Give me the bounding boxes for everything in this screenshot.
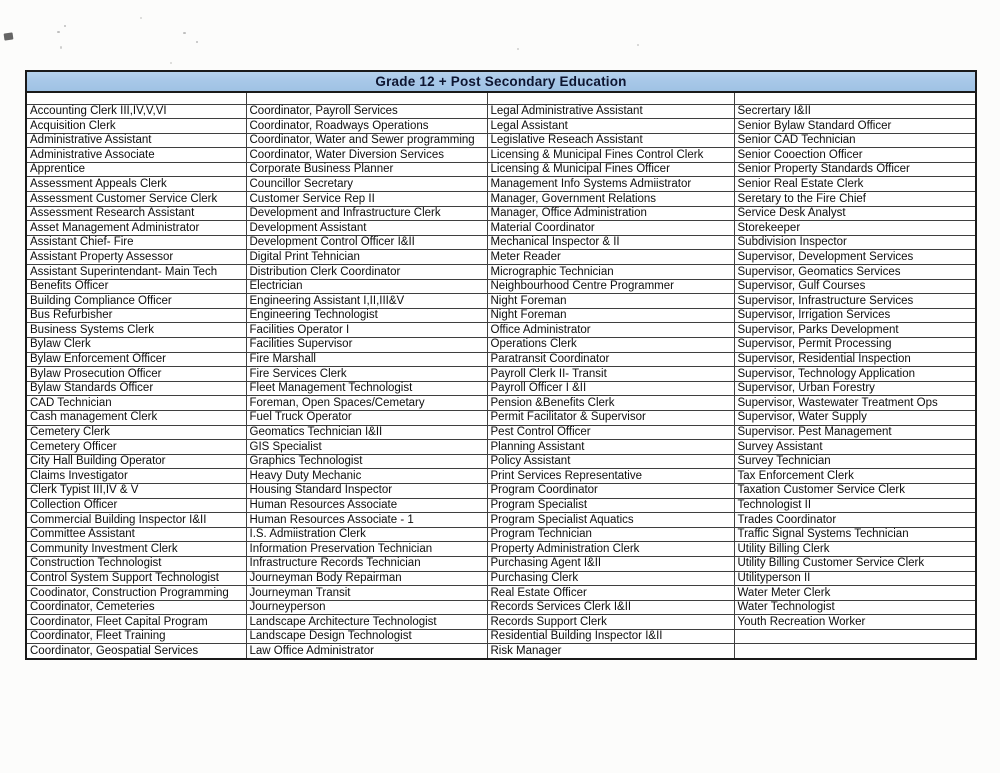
job-cell: Bus Refurbisher [26,308,246,323]
job-cell: Tax Enforcement Clerk [734,469,976,484]
job-cell: Licensing & Municipal Fines Control Clerk [487,148,734,163]
job-cell: Water Meter Clerk [734,586,976,601]
job-cell: Customer Service Rep II [246,192,487,207]
table-row [26,352,976,367]
job-cell: Journeyman Body Repairman [246,571,487,586]
scan-speck [517,48,519,50]
spacer-cell [26,92,246,104]
table-row [26,338,976,353]
table-row [26,571,976,586]
table-row [26,294,976,309]
table-row [26,556,976,571]
job-cell [734,629,976,644]
table-row [26,308,976,323]
job-cell: Meter Reader [487,250,734,265]
job-cell: Utilityperson II [734,571,976,586]
job-cell: Survey Assistant [734,440,976,455]
job-cell: Infrastructure Records Technician [246,556,487,571]
job-cell: Assessment Research Assistant [26,206,246,221]
job-cell: Water Technologist [734,600,976,615]
job-cell: Bylaw Prosecution Officer [26,367,246,382]
table-row [26,221,976,236]
job-cell: Supervisor. Pest Management [734,425,976,440]
job-cell: Supervisor, Infrastructure Services [734,294,976,309]
table-row [26,454,976,469]
table-header-row [26,71,976,92]
job-cell: Coordinator, Water Diversion Services [246,148,487,163]
spacer-cell [246,92,487,104]
scan-speck [637,44,639,46]
table-row [26,629,976,644]
job-cell: Administrative Assistant [26,133,246,148]
job-cell: Licensing & Municipal Fines Officer [487,162,734,177]
table-row [26,644,976,659]
scan-speck [64,25,66,27]
job-cell: Assistant Chief- Fire [26,235,246,250]
scan-speck [140,17,142,19]
job-cell: Coordinator, Roadways Operations [246,119,487,134]
job-cell: Bylaw Standards Officer [26,381,246,396]
job-cell: Cash management Clerk [26,410,246,425]
table-row [26,381,976,396]
job-cell: Engineering Technologist [246,308,487,323]
scan-speck [196,41,198,43]
job-cell: Supervisor, Development Services [734,250,976,265]
spacer-row [26,92,976,104]
job-cell: Supervisor, Water Supply [734,410,976,425]
job-cell: Policy Assistant [487,454,734,469]
job-cell: Landscape Design Technologist [246,629,487,644]
job-cell: Development Assistant [246,221,487,236]
job-cell: Program Technician [487,527,734,542]
table-row [26,162,976,177]
job-cell: Utility Billing Clerk [734,542,976,557]
job-cell: Records Services Clerk I&II [487,600,734,615]
job-cell: Legal Administrative Assistant [487,104,734,119]
job-cell: Acquisition Clerk [26,119,246,134]
table-row [26,250,976,265]
job-cell: Coordinator, Payroll Services [246,104,487,119]
job-cell: Heavy Duty Mechanic [246,469,487,484]
job-cell: Collection Officer [26,498,246,513]
job-cell: Commercial Building Inspector I&II [26,513,246,528]
table-row [26,615,976,630]
job-cell: Purchasing Agent I&II [487,556,734,571]
job-cell: Micrographic Technician [487,265,734,280]
job-cell: Facilities Operator I [246,323,487,338]
job-cell: Planning Assistant [487,440,734,455]
job-cell: Utility Billing Customer Service Clerk [734,556,976,571]
table-row [26,104,976,119]
job-cell: Payroll Clerk II- Transit [487,367,734,382]
job-cell: Program Coordinator [487,483,734,498]
table-row [26,498,976,513]
job-cell: Taxation Customer Service Clerk [734,483,976,498]
job-cell: Technologist II [734,498,976,513]
job-cell: Program Specialist [487,498,734,513]
spacer-cell [734,92,976,104]
job-cell: Youth Recreation Worker [734,615,976,630]
job-cell: Supervisor, Residential Inspection [734,352,976,367]
table-row [26,425,976,440]
job-table-body [26,92,976,659]
job-cell: Supervisor, Technology Application [734,367,976,382]
scan-speck [57,31,60,33]
table-row [26,133,976,148]
job-cell: CAD Technician [26,396,246,411]
job-cell: Distribution Clerk Coordinator [246,265,487,280]
job-cell: Night Foreman [487,294,734,309]
job-cell: Benefits Officer [26,279,246,294]
table-row [26,527,976,542]
job-cell: Community Investment Clerk [26,542,246,557]
job-cell: City Hall Building Operator [26,454,246,469]
job-cell: Payroll Officer I &II [487,381,734,396]
job-cell: Apprentice [26,162,246,177]
job-cell: Coordinator, Fleet Capital Program [26,615,246,630]
job-cell: Building Compliance Officer [26,294,246,309]
job-cell: Journeyman Transit [246,586,487,601]
job-cell: Development Control Officer I&II [246,235,487,250]
job-cell: Fleet Management Technologist [246,381,487,396]
job-cell: Survey Technician [734,454,976,469]
job-cell: Corporate Business Planner [246,162,487,177]
job-cell: Assistant Superintendant- Main Tech [26,265,246,280]
job-cell: I.S. Admiistration Clerk [246,527,487,542]
table-row [26,483,976,498]
table-row [26,148,976,163]
job-cell: Fire Services Clerk [246,367,487,382]
job-cell: Committee Assistant [26,527,246,542]
job-cell: Legal Assistant [487,119,734,134]
job-cell: Coordinator, Geospatial Services [26,644,246,659]
table-row [26,586,976,601]
job-cell: Traffic Signal Systems Technician [734,527,976,542]
job-cell [734,644,976,659]
job-cell: Human Resources Associate - 1 [246,513,487,528]
job-cell: Print Services Representative [487,469,734,484]
job-cell: Claims Investigator [26,469,246,484]
scan-speck [183,32,186,34]
spacer-cell [487,92,734,104]
job-cell: Pest Control Officer [487,425,734,440]
job-cell: Purchasing Clerk [487,571,734,586]
job-cell: Coordinator, Water and Sewer programming [246,133,487,148]
job-cell: Engineering Assistant I,II,III&V [246,294,487,309]
job-classification-table [25,70,977,660]
job-cell: Subdivision Inspector [734,235,976,250]
job-cell: Supervisor, Parks Development [734,323,976,338]
job-cell: Information Preservation Technician [246,542,487,557]
table-row [26,542,976,557]
job-cell: Cemetery Officer [26,440,246,455]
job-cell: Coodinator, Construction Programming [26,586,246,601]
job-cell: Supervisor, Permit Processing [734,338,976,353]
table-row [26,396,976,411]
job-cell: Storekeeper [734,221,976,236]
table-row [26,323,976,338]
job-cell: Seretary to the Fire Chief [734,192,976,207]
job-cell: Accounting Clerk III,IV,V,VI [26,104,246,119]
job-cell: Supervisor, Urban Forestry [734,381,976,396]
table-row [26,469,976,484]
job-cell: GIS Specialist [246,440,487,455]
job-cell: Manager, Government Relations [487,192,734,207]
job-cell: Digital Print Tehnician [246,250,487,265]
table-row [26,177,976,192]
job-cell: Management Info Systems Admiistrator [487,177,734,192]
job-cell: Permit Facilitator & Supervisor [487,410,734,425]
job-cell: Assessment Customer Service Clerk [26,192,246,207]
table-row [26,235,976,250]
job-cell: Fuel Truck Operator [246,410,487,425]
job-cell: Journeyperson [246,600,487,615]
job-cell: Paratransit Coordinator [487,352,734,367]
job-cell: Secrertary I&II [734,104,976,119]
job-cell: Clerk Typist III,IV & V [26,483,246,498]
job-cell: Program Specialist Aquatics [487,513,734,528]
job-cell: Assistant Property Assessor [26,250,246,265]
job-cell: Night Foreman [487,308,734,323]
job-cell: Fire Marshall [246,352,487,367]
job-cell: Graphics Technologist [246,454,487,469]
job-cell: Service Desk Analyst [734,206,976,221]
job-cell: Office Administrator [487,323,734,338]
table-row [26,265,976,280]
table-row [26,206,976,221]
job-cell: Asset Management Administrator [26,221,246,236]
table-row [26,119,976,134]
job-cell: Senior Bylaw Standard Officer [734,119,976,134]
table-title: Grade 12 + Post Secondary Education [26,71,976,92]
job-cell: Control System Support Technologist [26,571,246,586]
job-cell: Senior Real Estate Clerk [734,177,976,192]
table-row [26,367,976,382]
job-cell: Facilities Supervisor [246,338,487,353]
job-cell: Supervisor, Gulf Courses [734,279,976,294]
job-cell: Risk Manager [487,644,734,659]
table-row [26,192,976,207]
job-cell: Law Office Administrator [246,644,487,659]
job-cell: Assessment Appeals Clerk [26,177,246,192]
job-cell: Cemetery Clerk [26,425,246,440]
job-cell: Legislative Reseach Assistant [487,133,734,148]
job-cell: Material Coordinator [487,221,734,236]
job-cell: Supervisor, Geomatics Services [734,265,976,280]
scan-mark [4,32,14,40]
job-cell: Housing Standard Inspector [246,483,487,498]
table-row [26,279,976,294]
job-cell: Human Resources Associate [246,498,487,513]
job-cell: Geomatics Technician I&II [246,425,487,440]
job-cell: Coordinator, Fleet Training [26,629,246,644]
job-cell: Mechanical Inspector & II [487,235,734,250]
job-cell: Development and Infrastructure Clerk [246,206,487,221]
job-cell: Electrician [246,279,487,294]
job-cell: Senior CAD Technician [734,133,976,148]
job-cell: Residential Building Inspector I&II [487,629,734,644]
job-cell: Business Systems Clerk [26,323,246,338]
job-cell: Bylaw Enforcement Officer [26,352,246,367]
table-row [26,513,976,528]
job-cell: Councillor Secretary [246,177,487,192]
scan-speck [60,46,62,49]
job-cell: Senior Property Standards Officer [734,162,976,177]
table-row [26,410,976,425]
table-row [26,440,976,455]
scan-speck [170,62,172,64]
job-cell: Pension &Benefits Clerk [487,396,734,411]
job-cell: Supervisor, Irrigation Services [734,308,976,323]
job-cell: Coordinator, Cemeteries [26,600,246,615]
job-cell: Trades Coordinator [734,513,976,528]
job-cell: Supervisor, Wastewater Treatment Ops [734,396,976,411]
job-cell: Administrative Associate [26,148,246,163]
job-cell: Construction Technologist [26,556,246,571]
job-cell: Records Support Clerk [487,615,734,630]
table-row [26,600,976,615]
job-cell: Neighbourhood Centre Programmer [487,279,734,294]
job-cell: Manager, Office Administration [487,206,734,221]
job-cell: Bylaw Clerk [26,338,246,353]
job-cell: Landscape Architecture Technologist [246,615,487,630]
job-cell: Operations Clerk [487,338,734,353]
job-cell: Foreman, Open Spaces/Cemetary [246,396,487,411]
job-cell: Property Administration Clerk [487,542,734,557]
job-cell: Real Estate Officer [487,586,734,601]
job-cell: Senior Cooection Officer [734,148,976,163]
